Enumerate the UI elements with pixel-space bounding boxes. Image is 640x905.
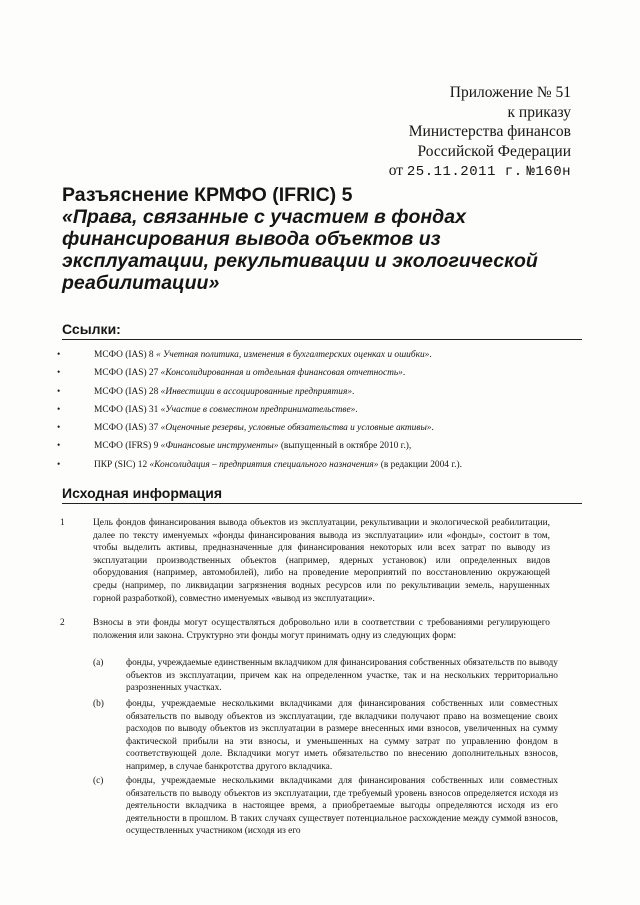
subitem-text: фонды, учреждаемые единственным вкладчиком для финансирования собственных обязательств по выводу объектов из эксплуатации, причем как на определенном участке, так и на нескольких территориально разрозненных участках. bbox=[126, 658, 558, 694]
reference-item: • МСФО (IAS) 28 «Инвестиции в ассоциированные предприятия». bbox=[55, 383, 585, 401]
reference-item: • МСФО (IFRS) 9 «Финансовые инструменты» (выпущенный в октябре 2010 г.), bbox=[55, 437, 585, 455]
stamp-country: Российской Федерации bbox=[417, 142, 571, 160]
paragraph-text: Цель фондов финансирования вывода объектов из эксплуатации, рекультивации и экологической реабилитации, далее по тексту именуемых «фонды финансирования вывода из эксплуатации» или «фонды», состоит в том, чтобы выделить активы, предназначенные для финансирования некоторых или всех затрат по выводу из эксплуатации производственных объектов (например, ядерных установок) или определенных видов оборудования (например, автомобилей), либо на проведение мероприятий по восстановлению окружающей среды (например, по ликвидации загрязнения водных ресурсов или по рекультивации земель, нарушенных горной разработкой), совместно именуемых «вывод из эксплуатации». bbox=[93, 518, 550, 604]
reference-item: • МСФО (IAS) 37 «Оценочные резервы, условные обязательства и условные активы». bbox=[55, 419, 585, 437]
bullet-icon: • bbox=[57, 386, 61, 397]
subitem-a bbox=[93, 657, 558, 695]
stamp-number: №160н bbox=[526, 164, 571, 180]
bullet-icon: • bbox=[57, 368, 61, 379]
subitem-label: (a) bbox=[93, 658, 104, 668]
stamp-appendix: Приложение № 51 bbox=[449, 84, 571, 101]
bullet-icon: • bbox=[57, 423, 61, 434]
title-main: Разъяснение КРМФО (IFRIC) 5 bbox=[62, 184, 353, 206]
subitem-text: фонды, учреждаемые несколькими вкладчиками для финансирования собственных или совместных обязательств по выводу объектов из эксплуатации, где требуемый уровень взносов определяется исходя из деятельности вкладчика в настоящее время, а приобретаемые выгоды определяются исходя из его деятельности в прошлом. В таких случаях существует потенциальное расхождение между суммой взносов, осуществленных участником (исходя из его bbox=[126, 776, 558, 837]
reference-item: • МСФО (IAS) 31 «Участие в совместном предпринимательстве». bbox=[55, 401, 585, 419]
subitem-label: (b) bbox=[93, 699, 104, 709]
bullet-icon: • bbox=[57, 404, 61, 415]
paragraph-text: Взносы в эти фонды могут осуществляться добровольно или в соответствии с требованиями регулирующего положения или закона. Структурно эти фонды могут принимать одну из следующих форм: bbox=[93, 618, 550, 641]
stamp-ministry: Министерства финансов bbox=[408, 123, 571, 140]
title-subtitle: «Права, связанные с участием в фондах финансирования вывода объектов из эксплуатации, рекультивации и экологической реабилитации» bbox=[62, 206, 538, 294]
references-list bbox=[55, 346, 585, 474]
paragraph-number: 1 bbox=[60, 518, 65, 528]
stamp-date: 25.11.2011 г. bbox=[406, 164, 523, 180]
background-heading: Исходная информация bbox=[62, 485, 582, 504]
bullet-icon: • bbox=[57, 441, 61, 452]
paragraph-2 bbox=[60, 617, 550, 642]
bullet-icon: • bbox=[57, 459, 61, 470]
references-heading: Ссылки: bbox=[62, 321, 582, 340]
subitem-label: (c) bbox=[93, 776, 104, 786]
stamp-date-line bbox=[389, 161, 571, 183]
subitem-c bbox=[93, 775, 558, 838]
paragraph-number: 2 bbox=[60, 618, 65, 628]
bullet-icon: • bbox=[57, 350, 61, 360]
reference-item: • МСФО (IAS) 27 «Консолидированная и отдельная финансовая отчетность». bbox=[55, 364, 585, 382]
stamp-order: к приказу bbox=[507, 103, 571, 121]
stamp-from: от bbox=[388, 162, 404, 179]
order-stamp bbox=[389, 83, 571, 183]
document-title bbox=[62, 184, 582, 294]
subitem-b bbox=[93, 698, 558, 774]
subitem-text: фонды, учреждаемые несколькими вкладчиками для финансирования собственных или совместных обязательств по выводу объектов из эксплуатации, где вкладчики получают право на возмещение своих расходов по выводу объектов из эксплуатации в размере внесенных ими взносов, увеличенных на сумму фактической прибыли на эти взносы, и уменьшенных на сумму затрат по управлению фондом в соответствующей доле. Вкладчики могут иметь обязательство по внесению дополнительных взносов, например, в случае банкротства другого вкладчика. bbox=[126, 699, 558, 772]
paragraph-1 bbox=[60, 517, 550, 605]
reference-item: • ПКР (SIC) 12 «Консолидация – предприятия специального назначения» (в редакции 2004 г.). bbox=[55, 456, 585, 474]
reference-item: • МСФО (IAS) 8 « Учетная политика, изменения в бухгалтерских оценках и ошибки». bbox=[55, 346, 585, 364]
